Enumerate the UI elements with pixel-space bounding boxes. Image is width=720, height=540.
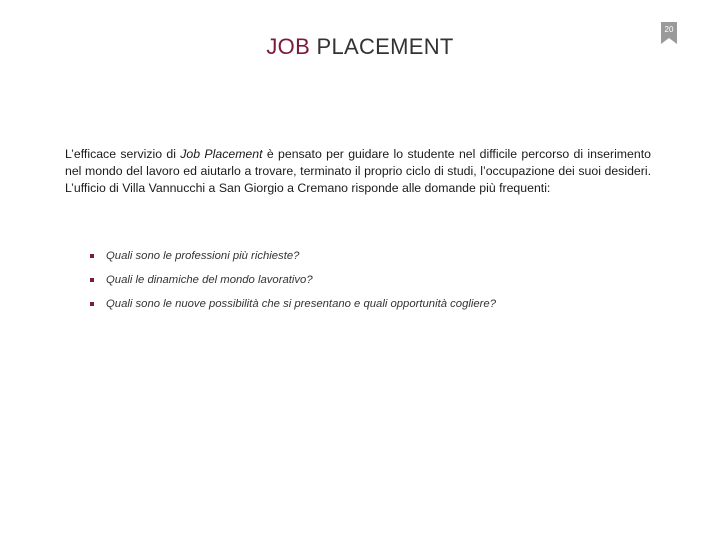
list-item [90, 248, 650, 272]
bullet-icon [90, 302, 94, 306]
question-text: Quali sono le nuove possibilità che si presentano e quali opportunità cogliere? [106, 298, 496, 310]
intro-text-start: L’efficace servizio di [65, 147, 181, 161]
list-item [90, 272, 650, 296]
intro-text-end: è pensato per guidare lo studente nel difficile percorso di inserimento nel mondo del lavoro ed aiutarlo a trovare, terminato il proprio ciclo di studi, l’occupazione dei suoi desideri. L’ufficio di Villa Vannucchi a San Giorgio a Cremano risponde alle domande più frequenti: [65, 147, 651, 196]
list-item [90, 296, 650, 320]
page-number: 20 [664, 25, 674, 34]
question-text: Quali sono le professioni più richieste? [106, 250, 300, 262]
question-list [90, 248, 650, 320]
intro-paragraph [65, 146, 651, 198]
intro-emphasis: Job Placement [180, 147, 263, 161]
slide-title [0, 34, 720, 60]
bullet-icon [90, 254, 94, 258]
question-text: Quali le dinamiche del mondo lavorativo? [106, 274, 313, 286]
bullet-icon [90, 278, 94, 282]
title-accent: JOB [266, 34, 311, 59]
title-rest: PLACEMENT [316, 34, 454, 59]
